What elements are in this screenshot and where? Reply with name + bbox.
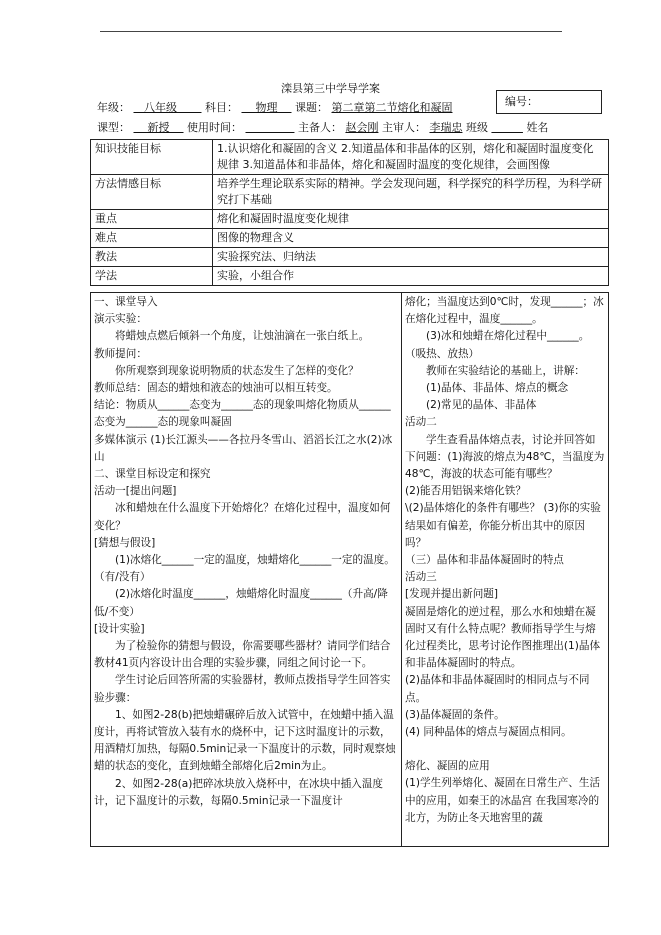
paragraph: 结论：物质从______态变为______态的现象叫熔化物质从______态变为______态的现象叫凝固 <box>94 399 391 429</box>
topic-label: 课题： <box>294 101 328 114</box>
table-row <box>91 229 609 248</box>
section-heading: 一、课堂导入 <box>94 296 158 308</box>
paragraph: 教师在实验结论的基础上，讲解： <box>426 364 585 377</box>
paragraph: 演示实验： <box>94 313 147 326</box>
row-label: 难点 <box>91 229 213 248</box>
top-rule <box>100 31 562 32</box>
name-label: 姓名 <box>526 121 549 134</box>
paragraph: (1)学生列举熔化、凝固在日常生产、生活中的应用，如秦王的冰晶宫 在我国寒冷的北方，为防止冬天地窖里的蔬 <box>405 777 601 824</box>
class-value <box>491 121 522 134</box>
paragraph: (2)冰熔化时温度______，烛蜡熔化时温度______（升高/降低/不变） <box>94 588 388 618</box>
paragraph: 教师总结：固态的蜡烛和液态的烛油可以相互转变。 <box>94 382 338 395</box>
paragraph: (1)冰熔化______一定的温度，烛蜡熔化______一定的温度。（有/没有） <box>94 554 395 584</box>
column-divider <box>401 292 402 847</box>
paragraph: 1、如图2-28(b)把烛蜡碾碎后放入试管中，在烛蜡中插入温度计，再将试管放入装有水的烧杯中，记下这时温度计的示数，用酒精灯加热，每隔0.5min记录一下温度计的示数，同时观察烛蜡的状态的变化，直到烛蜡全部熔化后2min为止。 <box>94 708 396 773</box>
number-box <box>496 90 602 114</box>
paragraph: (2)能否用铝锅来熔化铁？ <box>405 485 526 498</box>
table-row <box>91 248 609 267</box>
row-label: 知识技能目标 <box>91 140 213 175</box>
row-value: 实验探究法、归纳法 <box>213 248 609 267</box>
paragraph: [猜想与假设] <box>94 536 156 549</box>
paragraph: 学生讨论后回答所需的实验器材，教师点拨指导学生回答实验步骤： <box>94 674 391 704</box>
section-heading: 二、课堂目标设定和探究 <box>94 468 211 481</box>
school-title: 滦县第三中学导学案 <box>281 82 380 95</box>
subject-label: 科目： <box>204 101 238 114</box>
paragraph: 将蜡烛点燃后倾斜一个角度，让烛油滴在一张白纸上。 <box>115 330 370 343</box>
left-column <box>94 294 397 845</box>
paragraph: (3)晶体凝固的条件。 <box>405 708 505 721</box>
row-value: 培养学生理论联系实际的精神。学会发现问题，科学探究的科学历程，为科学研究打下基础 <box>213 175 609 210</box>
row-label: 学法 <box>91 267 213 286</box>
paragraph: (4) 同种晶体的熔点与凝固点相同。 <box>405 726 572 739</box>
paragraph: [设计实验] <box>94 622 145 635</box>
table-row <box>91 140 609 175</box>
paragraph: 熔化；当温度达到0℃时，发现______；冰在熔化过程中，温度______。 <box>405 296 604 326</box>
table-row <box>91 210 609 229</box>
paragraph: 活动二 <box>405 416 437 429</box>
paragraph: 冰和蜡烛在什么温度下开始熔化？在熔化过程中，温度如何变化？ <box>94 502 391 532</box>
number-label: 编号： <box>505 95 538 108</box>
row-label: 方法情感目标 <box>91 175 213 210</box>
row-value: 熔化和凝固时温度变化规律 <box>213 210 609 229</box>
row-label: 重点 <box>91 210 213 229</box>
paragraph: \(2)晶体熔化的条件有哪些？ (3)你的实验结果如有偏差，你能分析出其中的原因吗？ <box>405 502 601 549</box>
preparer-value: 赵会刚 <box>345 121 379 134</box>
grade-value: 八年级 <box>144 101 177 114</box>
paragraph: 你所观察到现象说明物质的状态发生了怎样的变化？ <box>115 364 359 377</box>
topic-value: 第二章第二节熔化和凝固 <box>331 101 453 114</box>
paragraph: (2)晶体和非晶体凝固时的相同点与不同点。 <box>405 674 590 704</box>
header-row-2 <box>97 119 548 135</box>
row-value: 实验，小组合作 <box>213 267 609 286</box>
reviewer-label: 主审人： <box>381 121 426 134</box>
row-label: 教法 <box>91 248 213 267</box>
paragraph: 活动一[提出问题] <box>94 485 177 498</box>
paragraph: 教师提问： <box>94 347 147 360</box>
time-label: 使用时间： <box>187 121 242 134</box>
paragraph: 活动三 <box>405 571 437 584</box>
paragraph: [发现并提出新问题] <box>405 588 499 601</box>
paragraph: (2)常见的晶体、非晶体 <box>426 399 537 412</box>
row-value: 1.认识熔化和凝固的含义 2.知道晶体和非晶体的区别，熔化和凝固时温度变化规律 3.知道晶体和非晶体，熔化和凝固时温度的变化规律，会画图像 <box>213 140 609 175</box>
paragraph: (1)晶体、非晶体、熔点的概念 <box>426 382 569 395</box>
subject-value: 物理 <box>255 101 278 114</box>
section-heading: （三）晶体和非晶体凝固时的特点 <box>405 554 564 567</box>
table-row <box>91 175 609 210</box>
time-value <box>246 121 295 134</box>
type-value: 新授 <box>147 121 170 134</box>
class-label: 班级 <box>465 121 488 134</box>
header-row-1 <box>97 99 452 115</box>
paragraph: 多媒体演示 (1)长江源头——各拉丹冬雪山、滔滔长江之水(2)冰山 <box>94 433 393 463</box>
paragraph: 2、如图2-28(a)把碎冰块放入烧杯中，在冰块中插入温度计，记下温度计的示数，每隔0.5min记录一下温度计 <box>94 777 384 807</box>
type-label: 课型： <box>97 121 130 134</box>
paragraph: 为了检验你的猜想与假设，你需要哪些器材？请同学们结合教材41页内容设计出合理的实验步骤，同组之间讨论一下。 <box>94 640 391 670</box>
section-heading: 熔化、凝固的应用 <box>405 760 490 773</box>
grade-label: 年级： <box>97 101 130 114</box>
paragraph: 学生查看晶体熔点表，讨论并回答如下问题：(1)海波的熔点为48℃，当温度为48℃，海波的状态可能有哪些？ <box>405 433 605 481</box>
preparer-label: 主备人： <box>297 121 342 134</box>
right-column <box>405 294 605 845</box>
objectives-table <box>90 139 609 286</box>
row-value: 图像的物理含义 <box>213 229 609 248</box>
table-row <box>91 267 609 286</box>
paragraph: (3)冰和烛蜡在熔化过程中______。（吸热、放热） <box>405 330 590 360</box>
paragraph: 凝固是熔化的逆过程，那么水和烛蜡在凝固时又有什么特点呢？教师指导学生与熔化过程类比，思考讨论作图推理出(1)晶体和非晶体凝固时的特点。 <box>405 605 601 670</box>
reviewer-value: 李瑞忠 <box>429 121 463 134</box>
spacer <box>405 741 605 758</box>
